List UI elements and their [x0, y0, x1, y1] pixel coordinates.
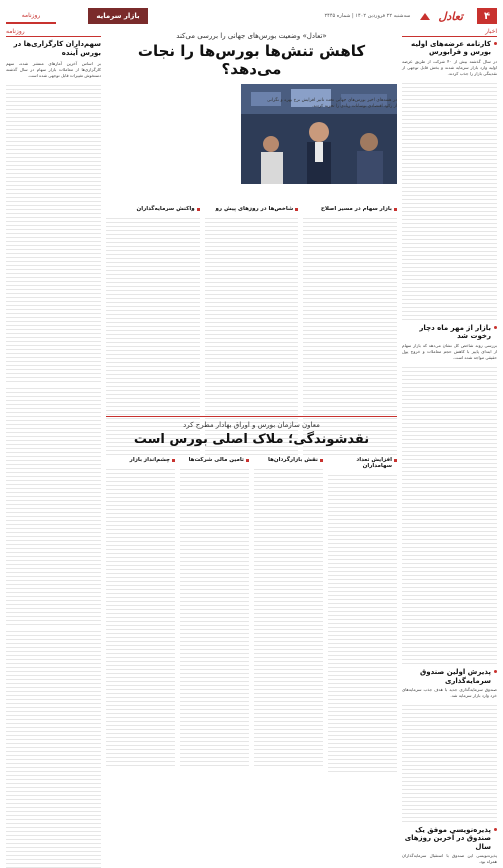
left-title: سهم‌داران کارگزاری‌ها در بورس آینده — [13, 40, 101, 57]
left-body: بر اساس آخرین آمارهای منتشر شده، سهم کارگزاری‌ها از معاملات بازار سهام در سال گذشته دستخوش تغییرات قابل توجهی شده است. — [6, 60, 101, 78]
news-title: کارنامه عرضه‌های اولیه بورس و فرابورس — [402, 40, 497, 57]
second-article-columns — [106, 454, 397, 808]
article-subheading: نقش بازارگردان‌ها — [254, 457, 323, 463]
news-body: پذیره‌نویسی این صندوق با استقبال سرمایه‌گذاران همراه بود. — [402, 853, 497, 865]
news-body: بررسی روند شاخص کل نشان می‌دهد که بازار سهام از ابتدای پاییز با کاهش حجم معاملات و خروج پول حقیقی مواجه شده است. — [402, 342, 497, 361]
left-column-tag: روزنامه — [6, 28, 101, 37]
second-article-headline: نقدشوندگی؛ ملاک اصلی بورس است — [133, 432, 370, 447]
brand-logo: تعادل — [438, 9, 463, 23]
text-block — [303, 215, 397, 455]
text-block — [6, 82, 101, 382]
text-block — [205, 215, 299, 455]
text-block — [106, 215, 200, 455]
news-item — [402, 324, 497, 664]
news-title: پذیرش اولین صندوق سرمایه‌گذاری — [402, 668, 497, 685]
second-article-kicker: معاون سازمان بورس و اوراق بهادار مطرح کرد — [183, 421, 320, 429]
news-item — [402, 668, 497, 822]
article-column — [106, 454, 175, 808]
issue-info: سه‌شنبه ۲۲ فروردین ۱۴۰۲ | شماره ۲۴۴۵ — [324, 13, 411, 19]
text-block — [6, 385, 101, 625]
triangle-icon — [420, 13, 430, 20]
section-divider — [106, 416, 397, 417]
news-column-tag: اخبار — [402, 28, 497, 37]
article-lead: در هفته‌های اخیر بورس‌های جهانی تحت تاثیر افزایش نرخ بهره و نگرانی از رکود اقتصادی نوسانات زیادی را تجربه کردند. — [267, 98, 397, 110]
article-column — [180, 454, 249, 808]
news-body: در سال گذشته بیش از ۴۰ شرکت از طریق عرضه اولیه وارد بازار سرمایه شدند و بخش قابل توجهی از نقدینگی بازار را جذب کردند. — [402, 58, 497, 76]
news-item — [402, 826, 497, 865]
news-body: صندوق سرمایه‌گذاری جدید با هدف جذب سرمایه‌های خرد وارد بازار سرمایه شد. — [402, 686, 497, 698]
article-subheading: تامین مالی شرکت‌ها — [180, 457, 249, 463]
text-block — [402, 702, 497, 822]
article-kicker: «تعادل» وضعیت بورس‌های جهانی را بررسی می‌کند — [176, 32, 327, 40]
article-subheading: بازار سهام در مسیر اصلاح — [303, 206, 397, 212]
article-subheading: چشم‌انداز بازار — [106, 457, 175, 463]
text-block — [254, 466, 323, 766]
text-block — [402, 80, 497, 320]
text-block — [6, 628, 101, 868]
news-title: پذیره‌نویسی موفق یک صندوق در آخرین روزهای سال — [402, 826, 497, 851]
main-article — [106, 28, 397, 808]
article-subheading: شاخص‌ها در روزهای پیش رو — [205, 206, 299, 212]
page-header — [6, 8, 497, 24]
article-column — [303, 203, 397, 408]
article-column — [254, 454, 323, 808]
article-headline: کاهش تنش‌ها بورس‌ها را نجات می‌دهد؟ — [137, 42, 366, 78]
text-block — [180, 466, 249, 766]
text-block — [328, 472, 397, 772]
article-column — [106, 203, 200, 408]
daily-tag: روزنامه — [6, 8, 56, 24]
news-column — [402, 28, 497, 865]
news-item — [402, 40, 497, 320]
news-title: بازار از مهر ماه دچار رخوت شد — [402, 324, 497, 341]
article-subheading: واکنش سرمایه‌گذاران — [106, 206, 200, 212]
article-columns — [106, 203, 397, 408]
text-block — [402, 364, 497, 664]
page-number: ۴ — [477, 8, 497, 24]
article-column — [205, 203, 299, 408]
article-subheading: افزایش تعداد سهامداران — [328, 457, 397, 469]
left-column — [6, 28, 101, 808]
section-tag: بازار سرمایه — [88, 8, 148, 24]
article-column — [328, 454, 397, 808]
text-block — [106, 466, 175, 766]
